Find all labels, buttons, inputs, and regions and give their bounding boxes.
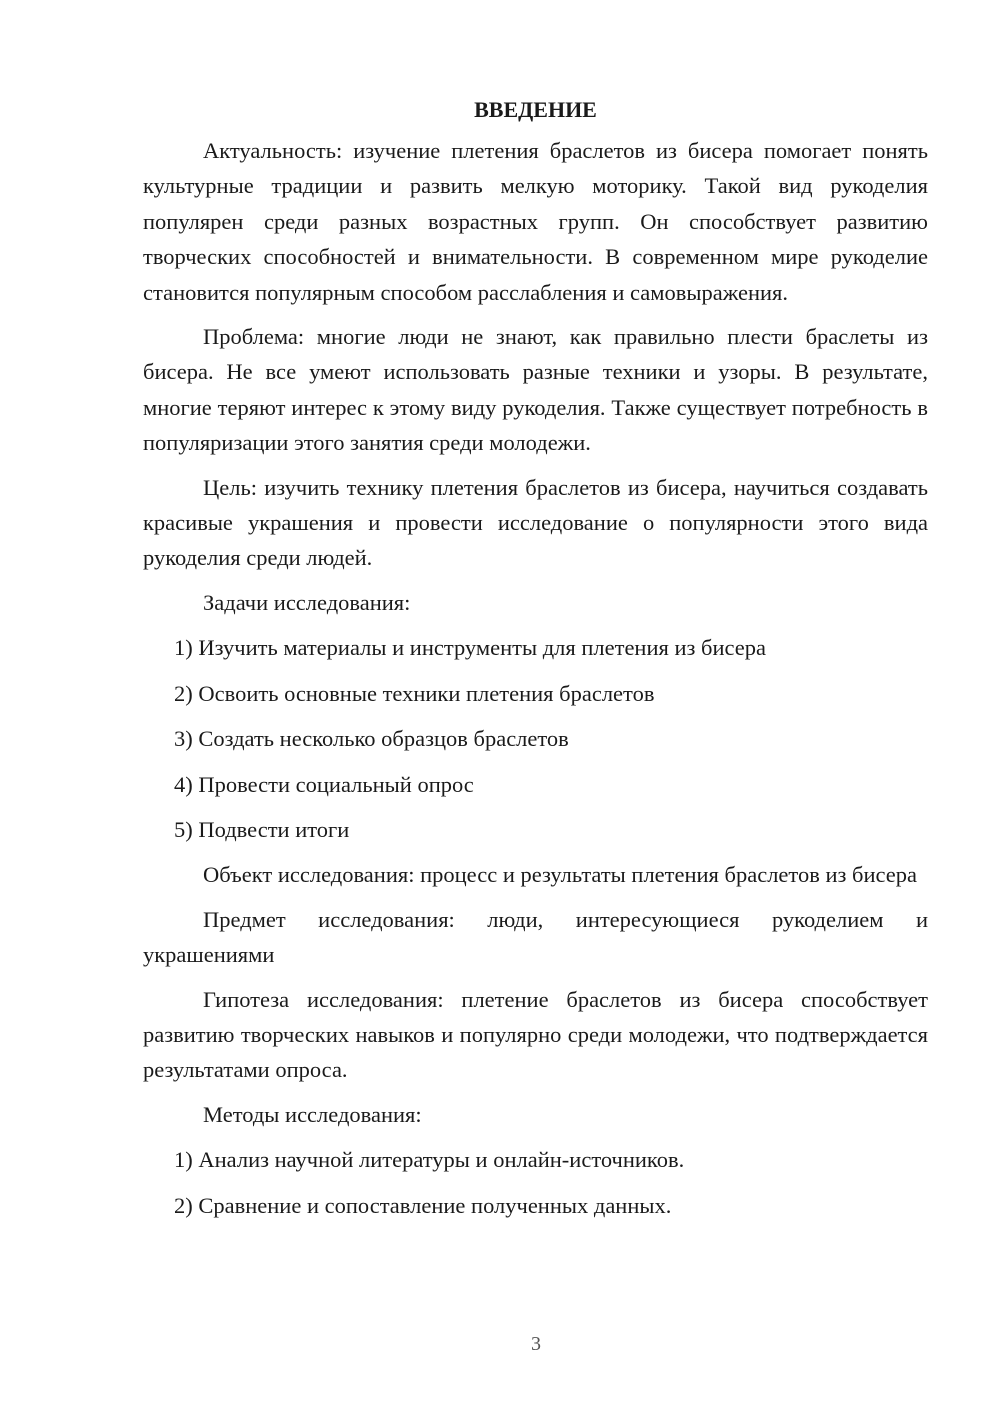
- list-item: 4) Провести социальный опрос: [174, 771, 474, 797]
- list-item: 1) Изучить материалы и инструменты для плетения из бисера: [174, 635, 767, 661]
- hypothesis-paragraph: Гипотеза исследования: плетение браслетов из бисера способствует развитию творческих навыков и популярно среди молодежи, что подтверждается результатами опроса.: [143, 986, 928, 1083]
- methods-list: [143, 1142, 928, 1223]
- page-number: 3: [531, 1333, 541, 1355]
- list-item: 5) Подвести итоги: [174, 816, 350, 842]
- list-item: 2) Сравнение и сопоставление полученных данных.: [174, 1192, 672, 1218]
- methods-heading: Методы исследования:: [203, 1101, 422, 1127]
- object-paragraph: Объект исследования: процесс и результаты плетения браслетов из бисера: [203, 862, 917, 888]
- subject-paragraph: Предмет исследования: люди, интересующиеся рукоделием и украшениями: [143, 906, 928, 968]
- document-page: [143, 92, 928, 1233]
- list-item: 1) Анализ научной литературы и онлайн-источников.: [174, 1147, 685, 1173]
- tasks-heading: Задачи исследования:: [203, 589, 411, 615]
- actuality-paragraph: Актуальность: изучение плетения браслетов из бисера помогает понять культурные традиции и развить мелкую моторику. Такой вид рукоделия популярен среди разных возрастных групп. Он способствует развитию творческих способностей и внимательности. В современном мире рукоделие становится популярным способом расслабления и самовыражения.: [143, 138, 928, 305]
- section-title: ВВЕДЕНИЕ: [474, 97, 597, 122]
- problem-paragraph: Проблема: многие люди не знают, как правильно плести браслеты из бисера. Не все умеют использовать разные техники и узоры. В результате, многие теряют интерес к этому виду рукоделия. Также существует потребность в популяризации этого занятия среди молодежи.: [143, 324, 928, 456]
- list-item: 2) Освоить основные техники плетения браслетов: [174, 680, 655, 706]
- tasks-list: [143, 630, 928, 847]
- goal-paragraph: Цель: изучить технику плетения браслетов из бисера, научиться создавать красивые украшения и провести исследование о популярности этого вида рукоделия среди людей.: [143, 474, 928, 571]
- list-item: 3) Создать несколько образцов браслетов: [174, 726, 569, 752]
